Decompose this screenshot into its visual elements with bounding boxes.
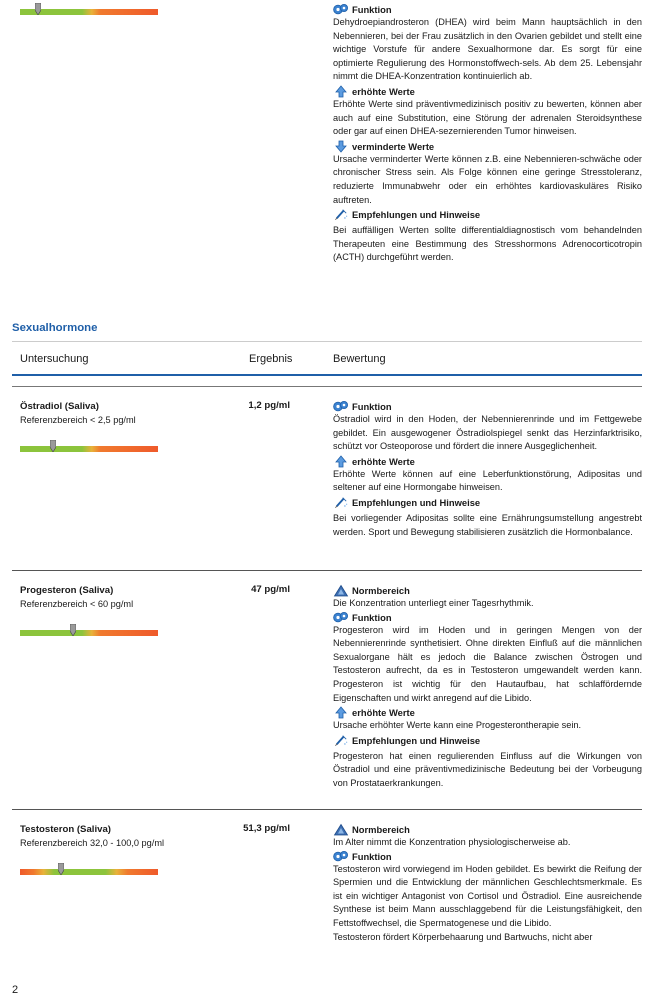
testosteron-assessment [333,823,642,944]
row-divider [12,570,642,571]
funktion-icon [333,850,349,863]
erhoehte-label: erhöhte Werte [352,455,415,467]
erhoehte-label: erhöhte Werte [352,85,415,97]
dhea-empfehlungen-text: Bei auffälligen Werten sollte differentialdiagnostisch vom behandelnden Therapeuten eine Bestimmung des Stresshormons Adrenocorticotropin (ACTH) durchgeführt werden. [333,225,642,263]
dhea-range-bar [20,9,158,15]
section-title: Sexualhormone [12,322,98,334]
oestradiol-ref: Referenzbereich < 2,5 pg/ml [20,415,136,425]
dhea-value-marker [35,3,41,15]
funktion-label: Funktion [352,611,392,623]
oestradiol-assessment [333,400,642,539]
oestradiol-funktion-text: Östradiol wird in den Hoden, der Nebennierenrinde und im Fettgewebe gebildet. Ein ausgewogener Östradiolspiegel senkt das Herzinfarktrisiko, schützt vor Osteoporose und fördert die innere Ausgeglichenheit. [333,414,642,452]
funktion-label: Funktion [352,4,392,15]
normbereich-icon [333,823,349,836]
row-divider [12,809,642,810]
syringe-icon [333,496,349,509]
funktion-label: Funktion [352,850,392,862]
verminderte-label: verminderte Werte [352,140,435,152]
arrow-up-icon [333,455,349,468]
table-row-oestradiol [20,400,136,427]
normbereich-icon [333,584,349,597]
section-title-rule [12,341,642,342]
testosteron-funktion-text: Testosteron wird vorwiegend im Hoden gebildet. Es bewirkt die Reifung der Spermien und die Entwicklung der männlichen Geschlechtsmerkmale. Es ist ein wichtiger Antagonist von Cortisol und Östradiol. Eine ausreichende Synthese ist beim Mann ausschlaggebend für die Leistungsfähigkeit, den Fettstoffwechsel, die Spermatogenese und die Libido. [333,863,642,928]
testosteron-ref: Referenzbereich 32,0 - 100,0 pg/ml [20,838,165,848]
syringe-icon [333,734,349,747]
progesteron-range-bar [20,630,158,636]
oestradiol-erhoehte-text: Erhöhte Werte können auf eine Leberfunktionstörung, Adipositas und seltener auf eine Hormongabe hinweisen. [333,468,642,493]
oestradiol-result: 1,2 pg/ml [248,400,290,411]
progesteron-value-marker [70,624,76,636]
progesteron-erhoehte-text: Ursache erhöhter Werte kann eine Progesterontherapie sein. [333,720,582,731]
dhea-verminderte-text: Ursache verminderter Werte können z.B. eine Nebennieren-schwäche oder chronischer Stress sein. Als Folge können eine geringe Stresstoleranz, reduzierte Immunabwehr oder ein erhöhtes kardiovaskuläres Risiko auftreten. [333,153,642,205]
testosteron-range-bar [20,869,158,875]
table-top-rule [12,386,642,387]
funktion-icon [333,611,349,624]
page-number: 2 [12,984,19,996]
dhea-erhoehte-text: Erhöhte Werte sind präventivmedizinisch positiv zu bewerten, können aber auch auf eine Substitution, eine Störung der adrenalen Steroidsynthese oder gar auf einen DHEA-sezernierenden Tumor hinweisen. [333,98,642,137]
normbereich-label: Normbereich [352,585,410,596]
oestradiol-range-bar [20,446,158,452]
progesteron-result: 47 pg/ml [251,584,290,595]
funktion-label: Funktion [352,401,392,412]
dhea-funktion-text: Dehydroepiandrosteron (DHEA) wird beim Mann hauptsächlich in den Nebennieren, bei der Frau zusätzlich in den Ovarien gebildet und stellt eine wichtige Vorstufe für andere Sexualhormone dar. Es sorgt für eine optimierte Regulierung des Hormonstoffwech-sels. Ab dem 25. Lebensjahr nimmt die DHEA-Konzentration kontinuierlich ab. [333,17,642,82]
testosteron-result: 51,3 pg/ml [243,823,290,834]
oestradiol-value-marker [50,440,56,452]
funktion-icon [333,3,349,16]
normbereich-label: Normbereich [352,824,410,835]
testosteron-name: Testosteron (Saliva) [20,824,111,835]
oestradiol-name: Östradiol (Saliva) [20,401,99,412]
arrow-up-icon [333,85,349,98]
header-ergebnis: Ergebnis [249,353,293,365]
header-rule [12,374,642,376]
testosteron-value-marker [58,863,64,875]
table-row-progesteron [20,584,133,611]
oestradiol-empfehlungen-text: Bei vorliegender Adipositas sollte eine Ernährungsumstellung angestrebt werden. Sport und Bewegung stabilisieren zusätzlich die Hormonbalance. [333,512,642,537]
erhoehte-label: erhöhte Werte [352,707,415,719]
empfehlungen-label: Empfehlungen und Hinweise [352,209,481,221]
header-untersuchung: Untersuchung [20,353,89,365]
progesteron-normbereich-text: Die Konzentration unterliegt einer Tagesrhythmik. [333,598,534,608]
syringe-icon [333,208,349,221]
progesteron-empfehlungen-text: Progesteron hat einen regulierenden Einfluss auf die Wirkungen von Östradiol und eine präventivmedizinische Bedeutung bei der Vorbeugung von Prostataerkrankungen. [333,750,642,788]
progesteron-funktion-text: Progesteron wird im Hoden und in geringen Mengen von der Nebennierenrinde synthetisiert. Ohne direkten Einfluß auf die männlichen Sexualorgane hält es jedoch die Balance zwischen Östrogen und Testosteron aufrecht, da es in Testosteron umgewandelt werden kann. Progesteron ist wichtig für den Hautaufbau, hat schlaffördernde Eigenschaften und wirkt anregend auf die Libido. [333,624,642,703]
arrow-up-icon [333,706,349,719]
testosteron-normbereich-text: Im Alter nimmt die Konzentration physiologischerweise ab. [333,837,571,847]
arrow-down-icon [333,140,349,153]
progesteron-ref: Referenzbereich < 60 pg/ml [20,599,134,609]
header-bewertung: Bewertung [333,353,386,365]
progesteron-assessment [333,584,642,791]
dhea-assessment [333,3,642,265]
testosteron-extra-text: Testosteron fördert Körperbehaarung und Bartwuchs, nicht aber [333,931,593,942]
progesteron-name: Progesteron (Saliva) [20,585,114,596]
empfehlungen-label: Empfehlungen und Hinweise [352,496,481,508]
empfehlungen-label: Empfehlungen und Hinweise [352,734,481,746]
funktion-icon [333,400,349,413]
table-row-testosteron [20,823,164,850]
